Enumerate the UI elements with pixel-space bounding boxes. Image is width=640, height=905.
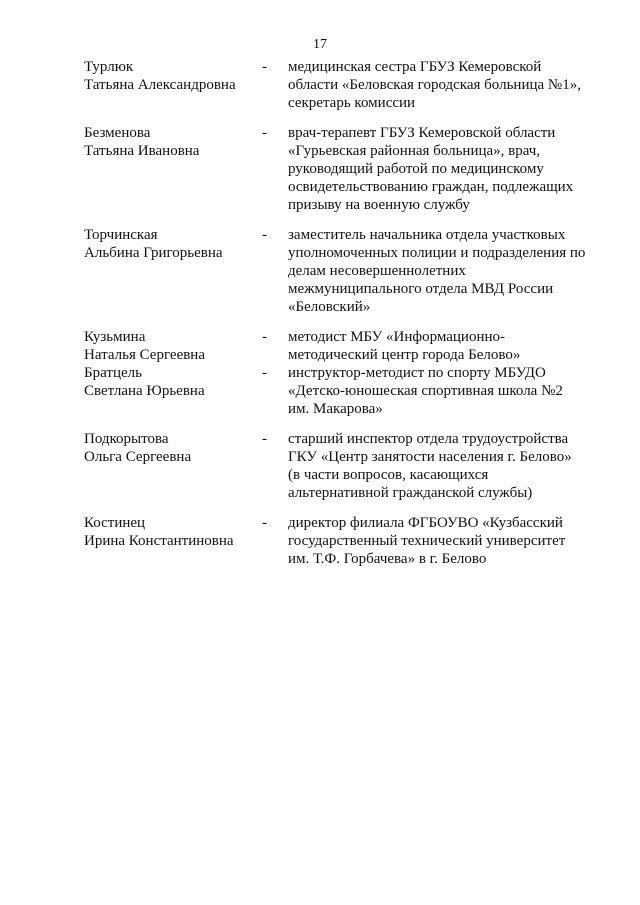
member-name [84, 226, 262, 262]
member-entry [84, 328, 592, 364]
member-name [84, 364, 262, 400]
member-entry [84, 430, 592, 502]
member-role-line: директор филиала ФГБОУВО «Кузбасский [288, 515, 563, 531]
member-dash: - [262, 329, 267, 345]
member-role-line: альтернативной гражданской службы) [288, 485, 533, 501]
member-role-line: «Беловский» [288, 299, 371, 315]
member-name [84, 328, 262, 364]
member-role-line: «Гурьевская районная больница», врач, [288, 143, 541, 159]
member-role-line: инструктор-методист по спорту МБУДО [288, 365, 546, 381]
member-role-line: им. Макарова» [288, 401, 383, 417]
member-given-names: Альбина Григорьевна [84, 245, 223, 261]
member-role-line: делам несовершеннолетних [288, 263, 466, 279]
member-surname: Турлюк [84, 59, 134, 75]
member-role-line: призыву на военную службу [288, 197, 470, 213]
member-given-names: Наталья Сергеевна [84, 347, 205, 363]
member-surname: Безменова [84, 125, 151, 141]
member-role [288, 514, 592, 568]
member-surname: Костинец [84, 515, 146, 531]
member-role-line: врач-терапевт ГБУЗ Кемеровской области [288, 125, 556, 141]
page-number: 17 [313, 37, 327, 52]
member-role [288, 430, 592, 502]
member-given-names: Ольга Сергеевна [84, 449, 192, 465]
member-entry [84, 364, 592, 418]
member-surname: Братцель [84, 365, 142, 381]
member-dash: - [262, 365, 267, 381]
member-given-names: Ирина Константиновна [84, 533, 234, 549]
member-dash: - [262, 431, 267, 447]
member-given-names: Татьяна Ивановна [84, 143, 200, 159]
member-name [84, 58, 262, 94]
member-role [288, 328, 592, 364]
member-role-line: им. Т.Ф. Горбачева» в г. Белово [288, 551, 487, 567]
member-surname: Торчинская [84, 227, 158, 243]
member-role-line: межмуниципального отдела МВД России [288, 281, 554, 297]
member-role-line: заместитель начальника отдела участковых [288, 227, 566, 243]
member-surname: Кузьмина [84, 329, 146, 345]
member-entry [84, 58, 592, 112]
member-entry [84, 226, 592, 316]
member-role-line: медицинская сестра ГБУЗ Кемеровской [288, 59, 542, 75]
member-given-names: Татьяна Александровна [84, 77, 236, 93]
member-role [288, 226, 592, 316]
member-role [288, 364, 592, 418]
member-role [288, 124, 592, 214]
member-role-line: уполномоченных полиции и подразделения по [288, 245, 586, 261]
member-name [84, 124, 262, 160]
member-role-line: освидетельствованию граждан, подлежащих [288, 179, 574, 195]
member-role-line: старший инспектор отдела трудоустройства [288, 431, 569, 447]
member-role-line: методист МБУ «Информационно- [288, 329, 505, 345]
member-dash: - [262, 515, 267, 531]
member-surname: Подкорытова [84, 431, 169, 447]
member-given-names: Светлана Юрьевна [84, 383, 205, 399]
member-dash: - [262, 227, 267, 243]
member-role [288, 58, 592, 112]
member-role-line: методический центр города Белово» [288, 347, 521, 363]
member-role-line: секретарь комиссии [288, 95, 416, 111]
member-role-line: «Детско-юношеская спортивная школа №2 [288, 383, 563, 399]
member-entry [84, 514, 592, 568]
commission-members-list [84, 58, 592, 580]
member-dash: - [262, 59, 267, 75]
member-role-line: области «Беловская городская больница №1», [288, 77, 581, 93]
member-dash: - [262, 125, 267, 141]
member-role-line: (в части вопросов, касающихся [288, 467, 489, 483]
member-role-line: ГКУ «Центр занятости населения г. Белово» [288, 449, 572, 465]
member-name [84, 430, 262, 466]
member-name [84, 514, 262, 550]
member-entry [84, 124, 592, 214]
member-role-line: руководящий работой по медицинскому [288, 161, 544, 177]
member-role-line: государственный технический университет [288, 533, 566, 549]
